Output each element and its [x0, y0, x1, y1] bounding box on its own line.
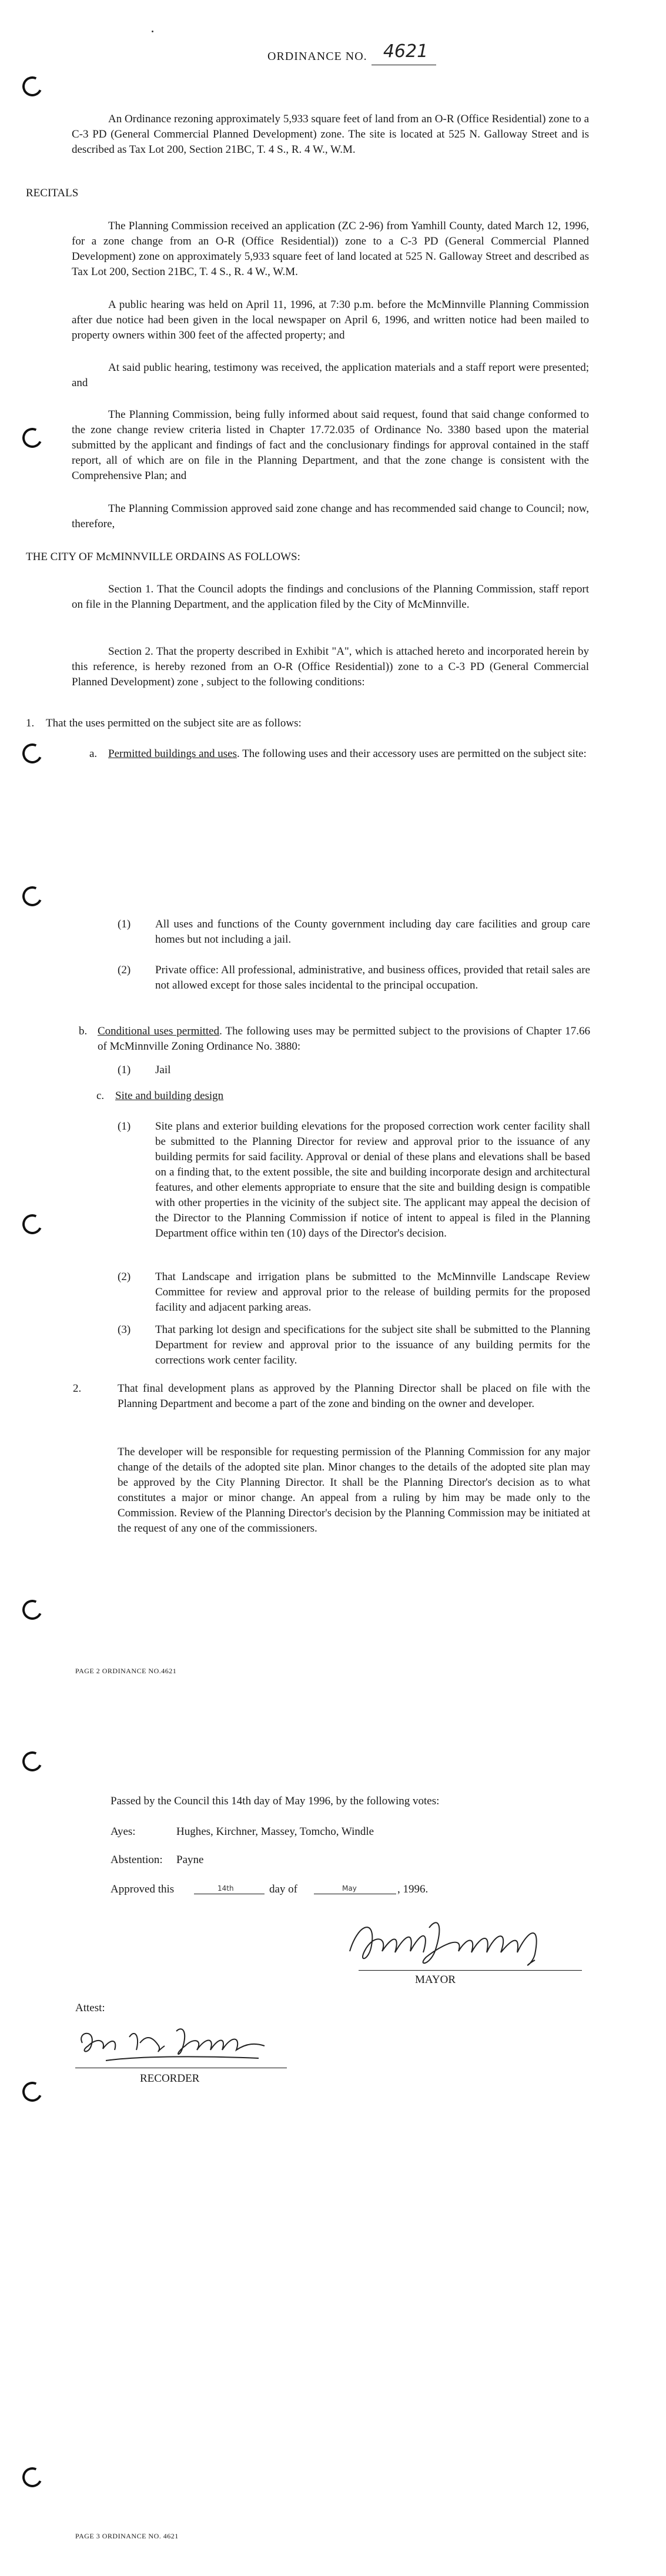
mayor-signature — [341, 1910, 588, 1975]
recital-5: The Planning Commission approved said zone change and has recommended said change to Council; now, therefore, — [72, 503, 589, 530]
scan-speck — [152, 31, 153, 32]
mayor-signature-line — [359, 1970, 582, 1971]
design-1: Site plans and exterior building elevations for the proposed correction work center facility shall be submitted to the Planning Director for review and approval prior to the issuance of any building permits for said facility. Approval or denial of these plans and elevations shall be based on a finding that, to the extent possible, the site and building incorporate design and architectural features, and other elements appropriate to ensure that the site and building design is compatible with other properties in the vicinity of the subject site. The applicant may appeal the decision of the Director to the Planning Commission if notice of intent to appeal is filed in the Planning Department office within ten (10) days of the Director's decision. — [155, 1120, 590, 1240]
recital-2: A public hearing was held on April 11, 1996, at 7:30 p.m. before the McMinnville Planning Commission after due notice had been given in the local newspaper on April 6, 1996, and written notice had been mailed to property owners within 300 feet of the affected property; and — [72, 299, 589, 341]
page-1 — [0, 0, 666, 858]
abstention-names: Payne — [176, 1854, 204, 1866]
approved-suffix: , 1996. — [397, 1883, 429, 1895]
cond-use-1-number: (1) — [118, 1064, 131, 1076]
passed-statement: Passed by the Council this 14th day of May 1996, by the following votes: — [111, 1795, 440, 1807]
ordinance-title: ORDINANCE NO. — [267, 50, 367, 63]
section-1: Section 1. That the Council adopts the findings and conclusions of the Planning Commission, staff report on file in the Planning Department, and the application filed by the City of McMinnville. — [72, 583, 589, 611]
ordains-heading: THE CITY OF McMINNVILLE ORDAINS AS FOLLOWS: — [26, 551, 300, 563]
punch-hole-icon — [19, 1597, 45, 1623]
item-b-text: . The following uses may be permitted subject to the provisions of Chapter 17.66 of McMinnville Zoning Ordinance No. 3880: — [98, 1025, 590, 1053]
page-3-footer: PAGE 3 ORDINANCE NO. 4621 — [75, 2532, 179, 2540]
condition-2-number: 2. — [73, 1382, 82, 1395]
recitals-heading: RECITALS — [26, 187, 79, 199]
abstention-label: Abstention: — [111, 1854, 163, 1866]
approved-month: May — [342, 1884, 357, 1892]
ayes-label: Ayes: — [111, 1825, 136, 1838]
recital-4: The Planning Commission, being fully informed about said request, found that said change conformed to the zone change review criteria listed in Chapter 17.72.035 of Ordinance No. 3380 based upon the material submitted by the applicant and findings of fact and the conclusionary findings for approval contained in the staff report, all of which are on file in the Planning Department, and that the zone change is consistent with the Comprehensive Plan; and — [72, 408, 589, 482]
recital-1: The Planning Commission received an application (ZC 2-96) from Yamhill County, dated March 12, 1996, for a zone change from an O-R (Office Residential)) zone to a C-3 PD (General Commercial Planned Development) zone on approximately 5,933 square feet of land located at 525 N. Galloway Street and described as Tax Lot 200, Section 21BC, T. 4 S., R. 4 W., W.M. — [72, 220, 589, 278]
design-1-number: (1) — [118, 1120, 131, 1133]
item-b — [98, 1024, 590, 1054]
punch-hole-icon — [19, 883, 45, 909]
condition-2: That final development plans as approved by the Planning Director shall be placed on file with the Planning Department and become a part of the zone and binding on the owner and developer. — [118, 1382, 590, 1410]
item-c-letter: c. — [96, 1090, 105, 1102]
page-2-footer: PAGE 2 ORDINANCE NO.4621 — [75, 1667, 177, 1675]
item-c-title: Site and building design — [115, 1090, 224, 1102]
recorder-signature — [71, 2019, 282, 2072]
item-b-title: Conditional uses permitted — [98, 1025, 220, 1037]
use-2-number: (2) — [118, 964, 131, 976]
item-a — [108, 746, 590, 762]
design-2-number: (2) — [118, 1271, 131, 1283]
approved-mid: day of — [269, 1883, 298, 1895]
ayes-names: Hughes, Kirchner, Massey, Tomcho, Windle — [176, 1825, 374, 1838]
section-2: Section 2. That the property described in Exhibit "A", which is attached hereto and incorporated herein by this reference, is hereby rezoned from an O-R (Office Residential)) zone to a C-3 PD (General Commercial Planned Development) zone , subject to the following conditions: — [72, 645, 589, 688]
item-b-letter: b. — [79, 1025, 88, 1037]
mayor-label: MAYOR — [415, 1974, 456, 1986]
item-a-letter: a. — [89, 748, 98, 760]
item-a-text: . The following uses and their accessory uses are permitted on the subject site: — [237, 748, 587, 760]
punch-hole-icon — [19, 73, 45, 99]
recorder-label: RECORDER — [140, 2072, 200, 2085]
page-3 — [0, 1716, 666, 2576]
design-3-number: (3) — [118, 1324, 131, 1336]
design-3: That parking lot design and specifications for the subject site shall be submitted to the Planning Department for review and approval prior to the issuance of any building permits for the corrections work center facility. — [155, 1324, 590, 1366]
cond-use-1: Jail — [155, 1064, 171, 1076]
punch-hole-icon — [19, 2079, 45, 2105]
use-1-number: (1) — [118, 918, 131, 930]
item-a-title: Permitted buildings and uses — [108, 748, 237, 760]
page-2 — [0, 858, 666, 1716]
use-2: Private office: All professional, administrative, and business offices, provided that retail sales are not allowed except for those sales incidental to the principal occupation. — [155, 964, 590, 991]
attest-label: Attest: — [75, 2002, 105, 2014]
punch-hole-icon — [19, 1748, 45, 1774]
condition-2-paragraph: The developer will be responsible for requesting permission of the Planning Commission for any major change of the details of the adopted site plan. Minor changes to the details of the adopted site plan may be approved by the City Planning Director. It shall be the Planning Director's decision as to what constitutes a major or minor change. An appeal from a ruling by him may be made only to the Commission. Review of the Planning Director's decision by the Planning Commission may be initiated at the request of any one of the commissioners. — [118, 1446, 590, 1535]
ordinance-intro: An Ordinance rezoning approximately 5,933 square feet of land from an O-R (Office Residential) zone to a C-3 PD (General Commercial Planned Development) zone. The site is located at 525 N. Galloway Street and is described as Tax Lot 200, Section 21BC, T. 4 S., R. 4 W., W.M. — [72, 113, 589, 156]
punch-hole-icon — [19, 425, 45, 451]
condition-1: That the uses permitted on the subject site are as follows: — [46, 717, 302, 729]
design-2: That Landscape and irrigation plans be submitted to the McMinnville Landscape Review Committee for review and approval prior to the release of building permits for the proposed facility and adjacent parking areas. — [155, 1271, 590, 1314]
approved-day: 14th — [217, 1884, 234, 1892]
punch-hole-icon — [19, 2464, 45, 2490]
recital-3: At said public hearing, testimony was received, the application materials and a staff report were presented; and — [72, 361, 589, 389]
punch-hole-icon — [19, 741, 45, 766]
ordinance-number-handwritten: 4621 — [383, 41, 429, 62]
condition-1-number: 1. — [26, 717, 35, 729]
use-1: All uses and functions of the County government including day care facilities and group care homes but not including a jail. — [155, 918, 590, 946]
punch-hole-icon — [19, 1211, 45, 1237]
approved-prefix: Approved this — [111, 1883, 175, 1895]
